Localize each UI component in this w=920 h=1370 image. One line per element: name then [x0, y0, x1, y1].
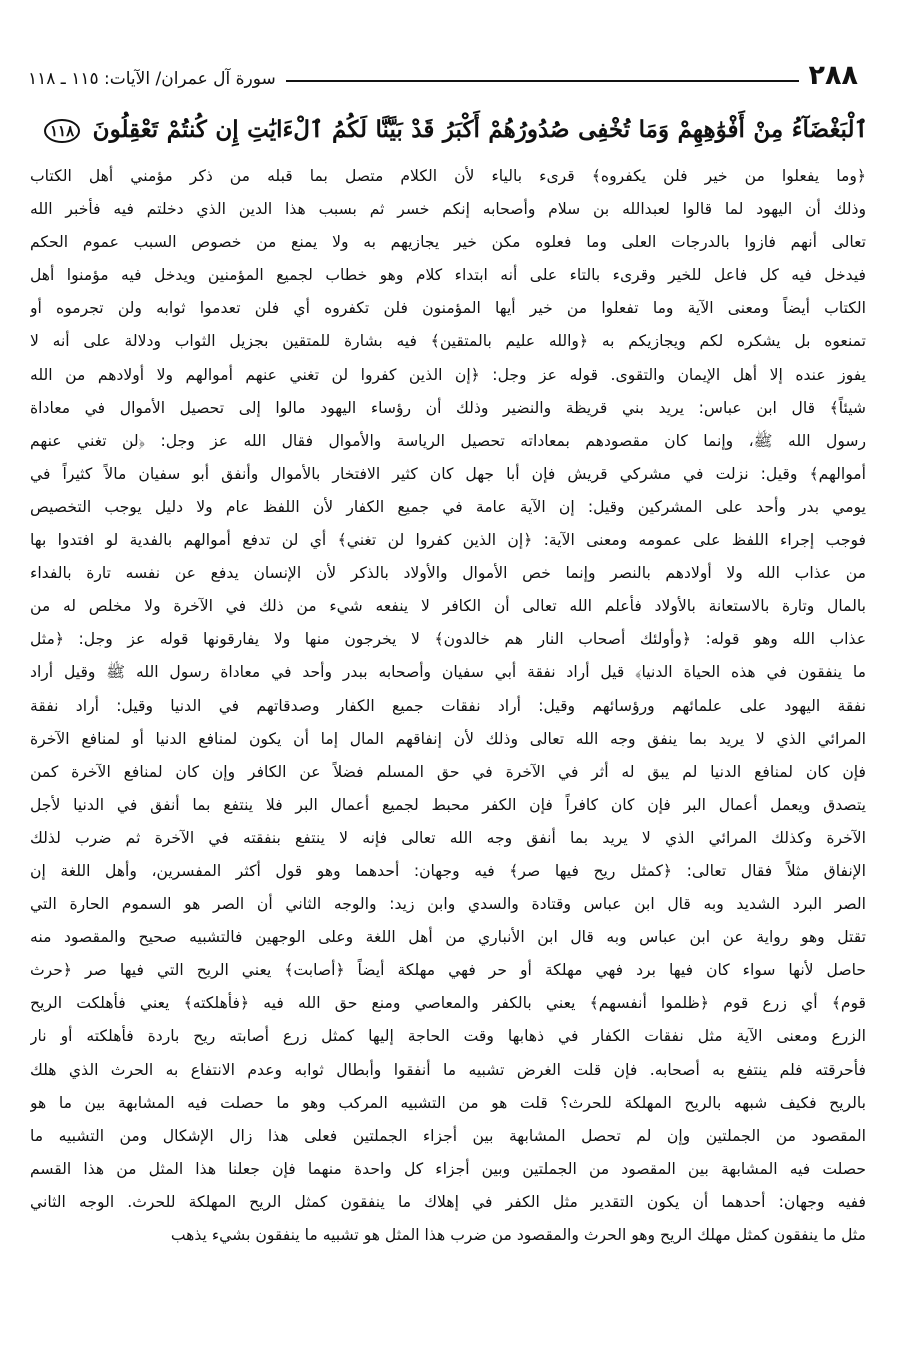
- quran-verse-line: [44, 104, 868, 156]
- text-line: المقصود من الجملتين وإن لم تحصل المشابهة بين أجزاء الجملتين فعلى هذا زال الإشكال ومن التشبيه ما: [30, 1126, 866, 1145]
- running-title: سورة آل عمران/ الآيات: ١١٥ ـ ١١٨: [28, 69, 276, 89]
- text-line: فيدخل فيه كل فاعل للخير وقرىء بالتاء على أنه ابتداء كلام وهو خطاب لجميع المؤمنين ويدخل فيه مؤمنوا أهل: [30, 266, 866, 285]
- text-line: عذاب الله وهو قوله: ﴿وأولئك أصحاب النار هم خالدون﴾ لا يخرجون منها ولا يفارقونها قوله عز وجل: ﴿مثل: [30, 630, 866, 649]
- text-line: الصر البرد الشديد وبه قال ابن عباس وقتادة والسدي وابن زيد: والوجه الثاني أن الصر هو السموم الحارة التي: [30, 895, 866, 914]
- text-line: نفقة اليهود على علمائهم ورؤسائهم وقيل: أراد نفقات جميع الكفار وصدقاتهم في الدنيا وقيل: أراد نفقة: [30, 696, 866, 715]
- text-line: شيئاً﴾ قال ابن عباس: يريد بني قريظة والنضير وذلك أن رؤساء اليهود مالوا إلى تحصيل الأموال في معاداة: [30, 398, 866, 417]
- text-line: تقتل وهو رواية عن ابن عباس وبه قال ابن الأنباري من أهل اللغة وعلى الوجهين فالتشبيه صحيح والمقصود منه: [30, 928, 866, 947]
- text-line: تمنعوه بل يشكره لكم ويجازيكم به ﴿والله عليم بالمتقين﴾ فيه بشارة للمتقين بجزيل الثواب ودلالة على أنه لا: [30, 332, 866, 351]
- text-line: بالمال وتارة بالاستعانة بالأولاد فأعلم الله تعالى أن الكافر لا ينفعه شيء من ذلك في الآخرة ولا مخلص له من: [30, 597, 866, 616]
- text-line: الآخرة وكذلك المرائي الذي لا يريد بما أنفق وجه الله تعالى فإنه لا ينتفع بنفقته في الآخرة ثم ضرب لذلك: [30, 828, 866, 847]
- text-line: فأحرقته فلم ينتفع به أصحابه. فإن قلت الغرض تشبيه ما أنفقوا وأبطال ثوابه وعدم الانتفاع به الحرث الذي هلك: [30, 1060, 866, 1079]
- text-line: ما ينفقون في هذه الحياة الدنيا﴾ قيل أراد نفقة أبي سفيان وأصحابه ببدر وأحد في معاداة رسول الله ﷺ وقيل أراد: [30, 663, 866, 682]
- text-line: قوم﴾ أي زرع قوم ﴿ظلموا أنفسهم﴾ يعني بالكفر والمعاصي ومنع حق الله فيه ﴿فأهلكته﴾ يعني فأهلكت الريح: [30, 994, 866, 1013]
- text-line: الكتاب أيضاً ومعنى الآية وما تفعلوا من خير أيها المؤمنون فلن تكفروه أي فلن تعدموا ثوابه ولن تجرموه أو: [30, 299, 866, 318]
- text-line: حاصل لأنها سواء كان فيها برد فهي مهلكة أو حر فهي مهلكة أيضاً ﴿أصابت﴾ يعني الريح التي فيها صر ﴿حرث: [30, 961, 866, 980]
- text-line: يفوز عنده إلا أهل الإيمان والتقوى. قوله عز وجل: ﴿إن الذين كفروا لن تغني عنهم أموالهم ولا أولادهم من الله: [30, 365, 866, 384]
- text-line: مثل ما ينفقون كمثل مهلك الريح وهو الحرث والمقصود من ضرب هذا المثل هو تشبيه ما ينفقون بشيء يذهب: [170, 1226, 866, 1244]
- text-line: حصلت فيه المشابهة بين المقصود من الجملتين وبين أجزاء كل واحدة منهما فإن جعلنا هذا المثل من هذا القسم: [30, 1159, 866, 1178]
- text-line: فوجب إجراء اللفظ على عمومه ومعنى الآية: ﴿إن الذين كفروا لن تغني﴾ أي لن تدفع أموالهم بالفدية لو افتدوا بها: [30, 531, 866, 550]
- text-line: وذلك أن اليهود لما قالوا لعبدالله بن سلام وأصحابه إنكم خسر ثم بسبب هذا الدين الذي دخلتم فيه فأخبر الله: [30, 200, 866, 219]
- verse-text: ٱلْبَغْضَآءُ مِنْ أَفْوَٰهِهِمْ وَمَا تُخْفِى صُدُورُهُمْ أَكْبَرُ قَدْ بَيَّنَّا لَكُمُ ٱلْءَايَٰتِ إِن كُنتُمْ تَعْقِلُونَ: [92, 116, 868, 143]
- text-line: رسول الله ﷺ، وإنما كان مقصودهم بمعاداته تحصيل الرياسة والأموال فقال الله عز وجل: ﴿لن تغني عنهم: [30, 431, 866, 450]
- text-line: ﴿وما يفعلوا من خير فلن يكفروه﴾ قرىء بالياء لأن الكلام متصل بما قبله من ذكر مؤمني أهل الكتاب: [30, 167, 866, 185]
- text-line: يتصدق ويعمل أعمال البر فإن كان كافراً فإن الكفر محبط لجميع أعمال البر فلا ينتفع بما أنفق في الدنيا لأجل: [30, 795, 866, 814]
- page-number: ٢٨٨: [808, 60, 858, 91]
- text-line: ففيه وجهان: أحدهما أن يكون التقدير مثل الكفر في إهلاك ما ينفقون كمثل الريح المهلكة للحرث. الوجه الثاني: [30, 1192, 866, 1211]
- text-line: يومي بدر وأحد على المشركين وقيل: إن الآية عامة في جميع الكفار لأن اللفظ عام ولا دليل يوجب التخصيص: [30, 497, 866, 516]
- text-line: تعالى أنهم فازوا بالدرجات العلى وما فعلوه مكن خير يجازيهم به ولا يمنع من خصوص السبب عموم الحكم: [30, 233, 866, 252]
- header-rule: [286, 80, 799, 82]
- text-line: أموالهم﴾ وقيل: نزلت في مشركي قريش فإن أبا جهل كان كثير الافتخار بالأموال وأنفق أبو سفيان مالاً كثيراً في: [30, 464, 866, 483]
- text-line: بالريح فكيف شبهه بالريح المهلكة للحرث؟ قلت هو من التشبيه المركب وهو ما حصلت فيه المشابهة بين ما هو: [30, 1093, 866, 1112]
- text-line: المرائي الذي لا يريد بما ينفق وجه الله تعالى وذلك لأن إنفاقهم المال إما أن يكون لمنافع الدنيا أو لمنافع الآخرة: [30, 729, 866, 748]
- commentary-body: [30, 160, 866, 1252]
- verse-number-marker: ١١٨: [44, 119, 80, 143]
- page-header: [28, 52, 858, 92]
- text-line: فإن كان لمنافع الدنيا لم يبق له أثر في الآخرة في حق المسلم فضلاً عن الكافر وإن كان لمنافع الآخرة كمن: [30, 762, 866, 781]
- text-line: الإنفاق مثلاً فقال تعالى: ﴿كمثل ريح فيها صر﴾ فيه وجهان: أحدهما وهو قول أكثر المفسرين، وأهل اللغة إن: [30, 861, 866, 880]
- text-line: من عذاب الله ولا أولادهم بالنصر وإنما خص الأموال والأولاد بالذكر لأن الإنسان يدفع عن نفسه تارة بالفداء: [30, 564, 866, 583]
- text-line: الزرع ومعنى الآية مثل نفقات الكفار في ذهابها وقت الحاجة إليها كمثل زرع أصابته ريح باردة فأهلكته أو نار: [30, 1027, 866, 1046]
